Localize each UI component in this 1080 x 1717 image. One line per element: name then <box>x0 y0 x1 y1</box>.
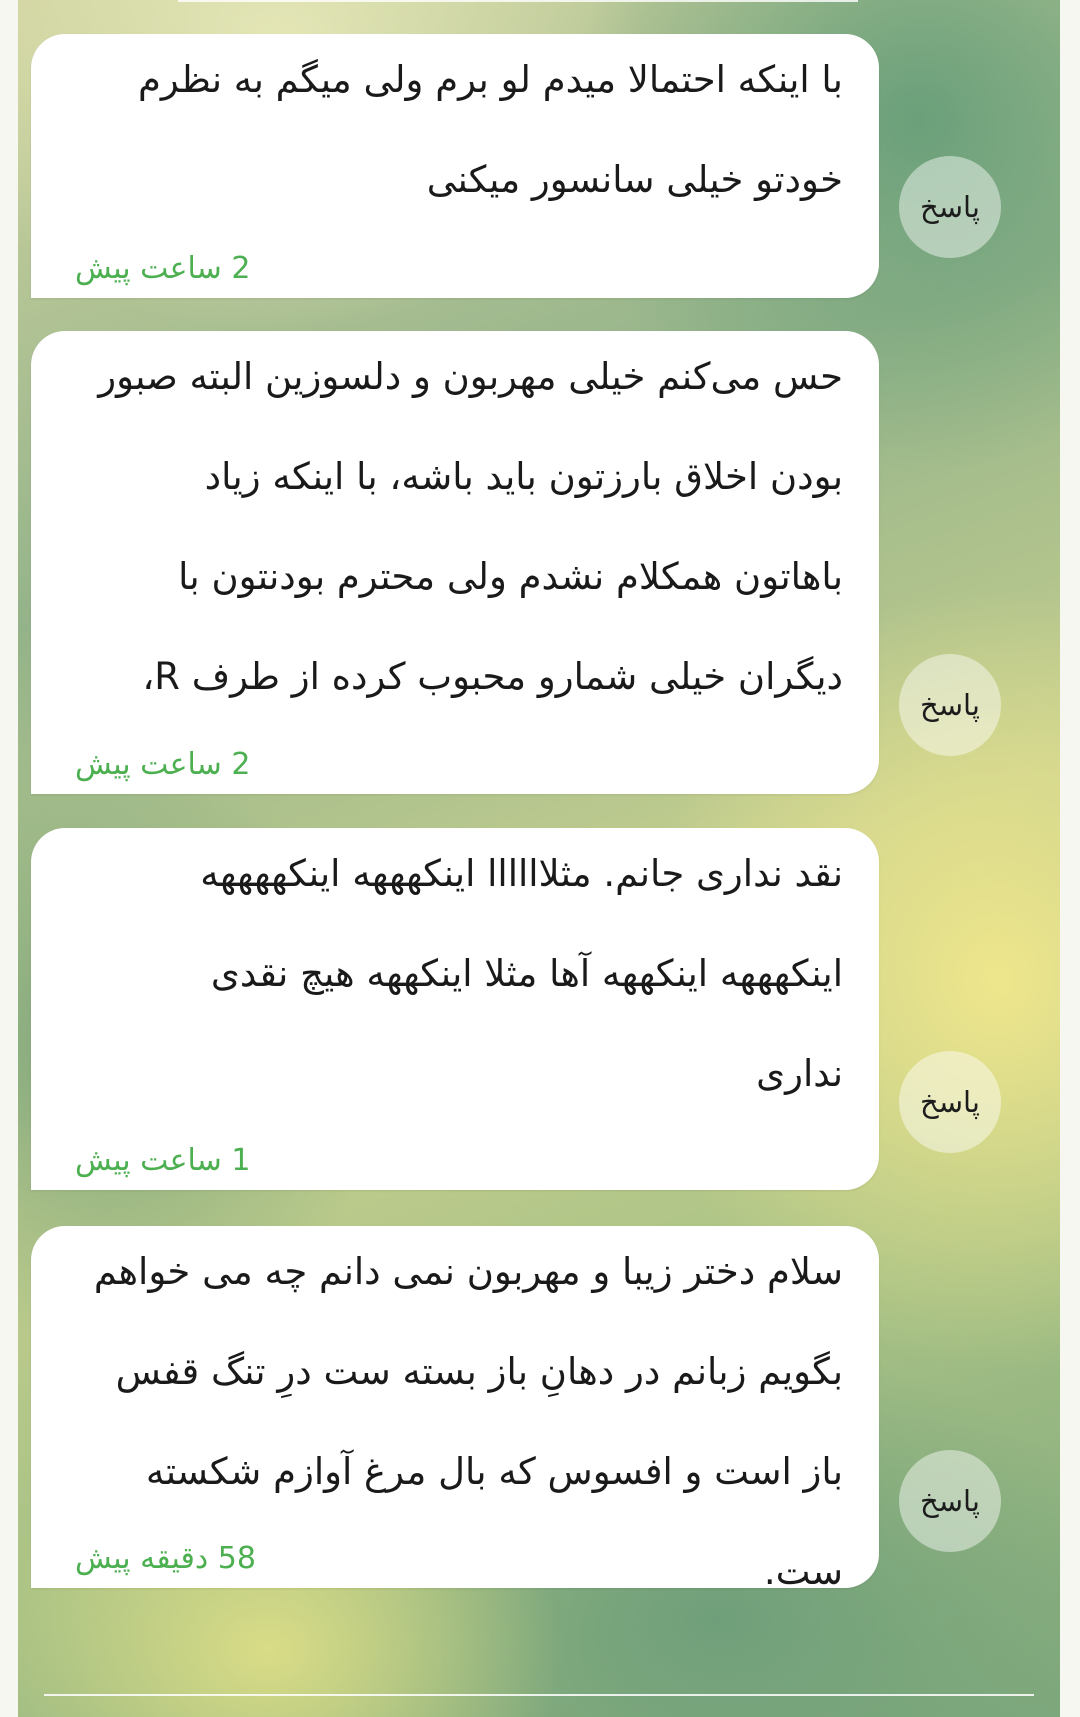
reply-button[interactable]: پاسخ <box>899 156 1001 258</box>
message-bubble <box>31 828 879 1190</box>
chat-background <box>18 0 1060 1717</box>
message-bubble <box>31 34 879 298</box>
message-bubble <box>31 331 879 794</box>
message-text: حس می‌کنم خیلی مهربون و دلسوزین البته صبور بودن اخلاق بارزتون باید باشه، با اینکه زیاد باهاتون همکلام نشدم ولی محترم بودنتون با دیگران خیلی شمارو محبوب کرده از طرف R، <box>98 355 843 698</box>
reply-button[interactable]: پاسخ <box>899 654 1001 756</box>
message-bubble <box>31 1226 879 1593</box>
message-timestamp: 2 ساعت پیش <box>75 747 251 782</box>
message-timestamp: 2 ساعت پیش <box>75 251 251 286</box>
divider <box>44 1694 1034 1696</box>
previous-bubble-edge <box>178 0 858 2</box>
message-text: با اینکه احتمالا میدم لو برم ولی میگم به نظرم خودتو خیلی سانسور میکنی <box>138 58 843 201</box>
message-timestamp: 1 ساعت پیش <box>75 1143 251 1178</box>
reply-button[interactable]: پاسخ <box>899 1450 1001 1552</box>
reply-button[interactable]: پاسخ <box>899 1051 1001 1153</box>
message-timestamp: 58 دقیقه پیش <box>75 1541 256 1576</box>
message-text: سلام دختر زیبا و مهربون نمی دانم چه می خواهم بگویم زبانم در دهانِ باز بسته ست درِ تنگ قفس باز است و افسوس که بال مرغ آوازم شکسته ست. <box>93 1250 843 1593</box>
message-text: نقد نداری جانم. مثلاااااا اینکهههه اینکههههه اینکهههه اینکههه آها مثلا اینکههه هیچ نقدی نداری <box>200 852 843 1095</box>
